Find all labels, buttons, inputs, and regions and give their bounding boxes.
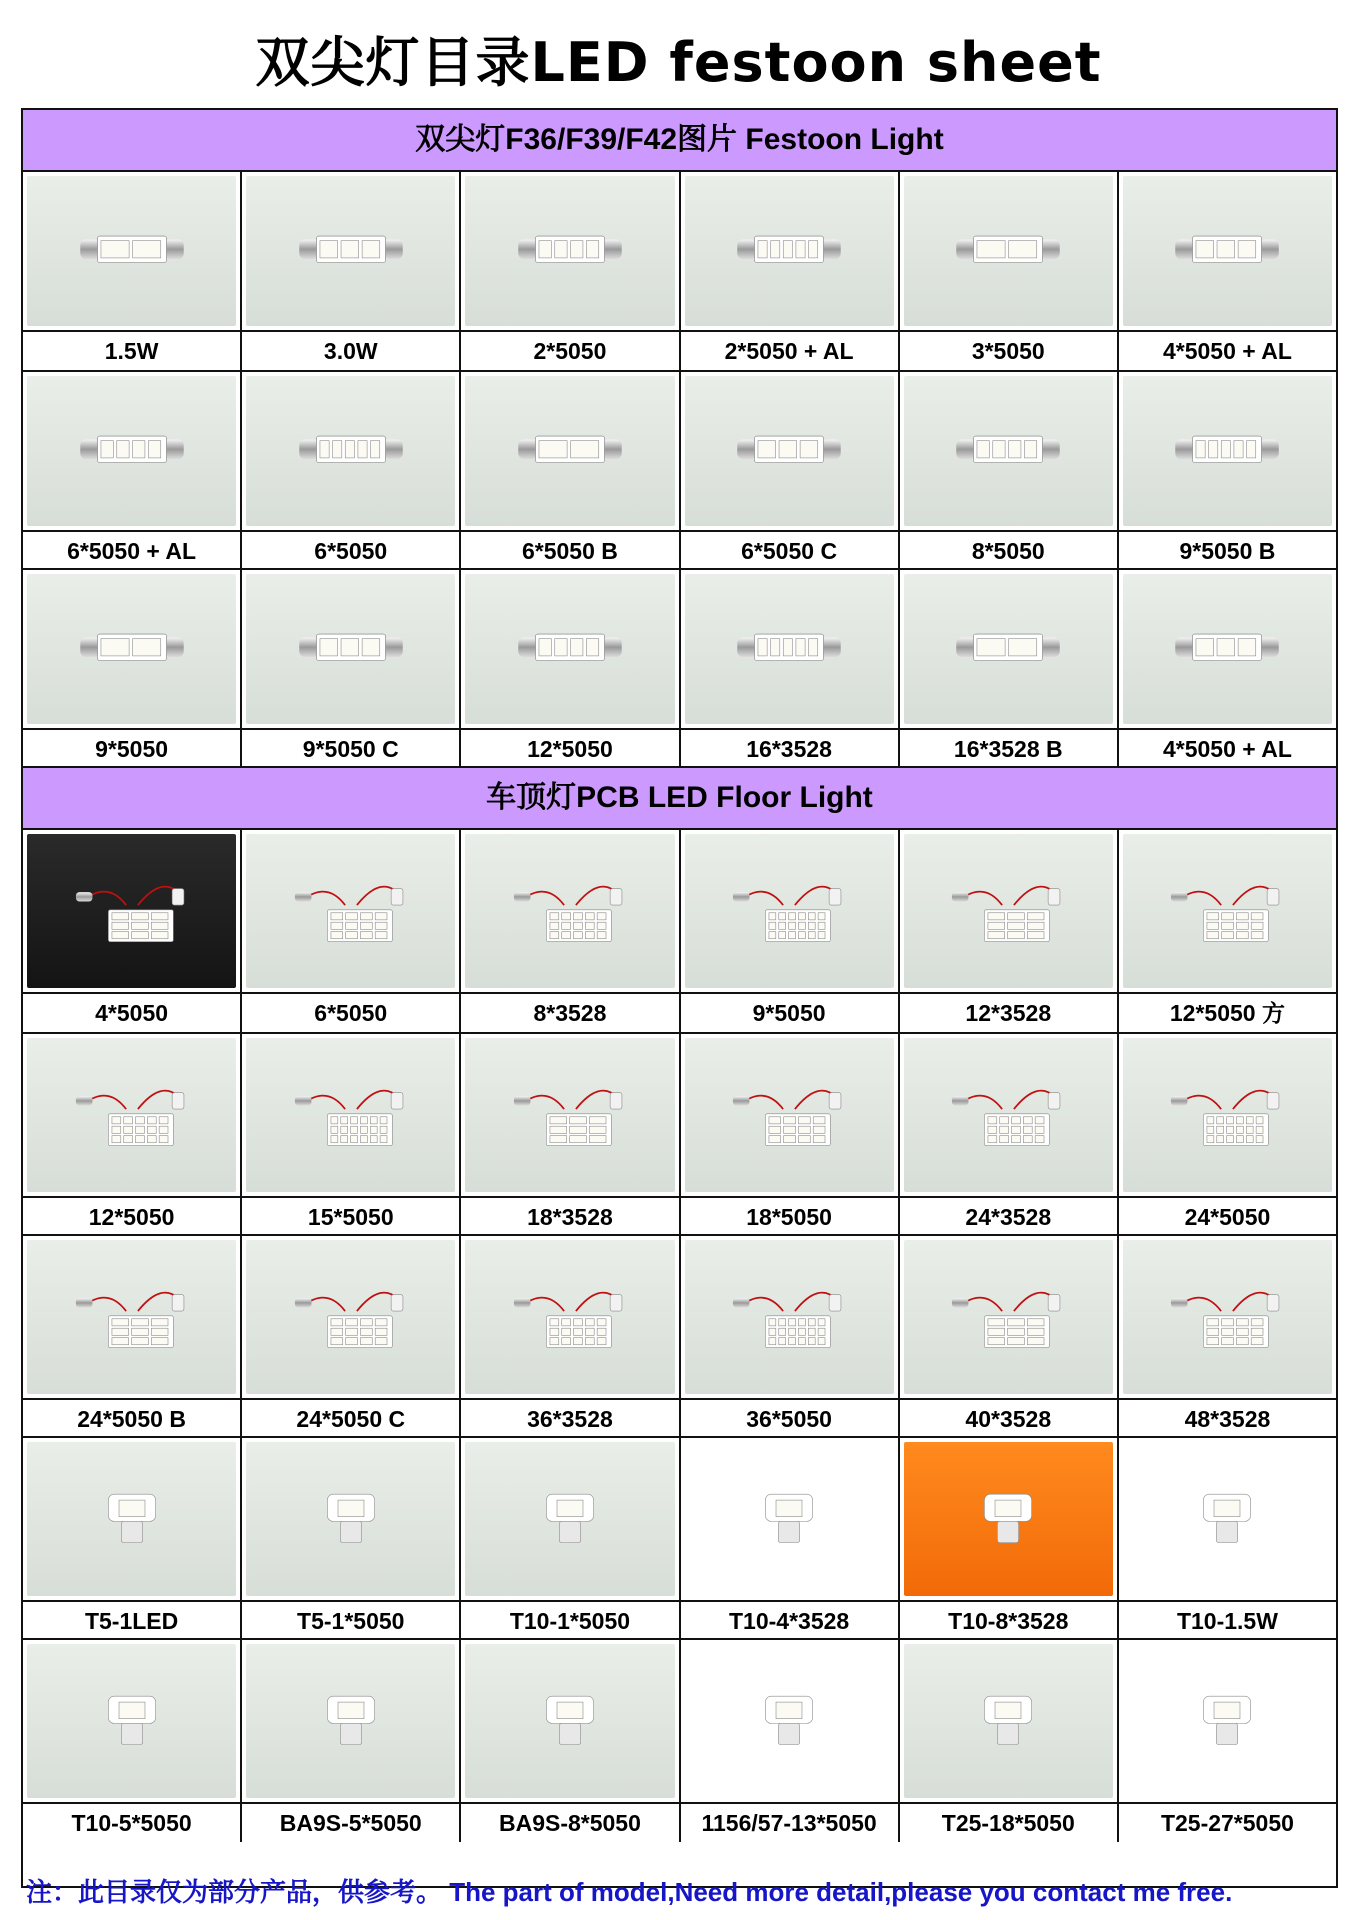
festoon-bulb-image bbox=[943, 417, 1073, 486]
product-photo bbox=[1123, 376, 1332, 526]
led-panel-image bbox=[943, 876, 1073, 947]
product-photo bbox=[904, 574, 1113, 724]
festoon-bulb-image bbox=[67, 615, 197, 684]
product-label: 40*3528 bbox=[900, 1398, 1117, 1438]
led-panel-image bbox=[286, 1080, 416, 1151]
led-panel-image bbox=[1163, 1484, 1293, 1555]
product-label: 3*5050 bbox=[900, 330, 1117, 370]
product-label: T10-4*3528 bbox=[681, 1600, 898, 1640]
led-panel-image bbox=[286, 1282, 416, 1353]
product-label: 48*3528 bbox=[1119, 1398, 1336, 1438]
led-panel-image bbox=[724, 1484, 854, 1555]
product-photo bbox=[27, 1240, 236, 1394]
product-photo bbox=[246, 1240, 455, 1394]
product-photo bbox=[246, 1644, 455, 1798]
festoon-row bbox=[23, 568, 1336, 768]
led-panel-image bbox=[286, 1484, 416, 1555]
product-label: 4*5050 + AL bbox=[1119, 330, 1336, 370]
product-label: 24*5050 B bbox=[23, 1398, 240, 1438]
product-label: 9*5050 B bbox=[1119, 530, 1336, 570]
product-label: 18*3528 bbox=[461, 1196, 678, 1236]
product-photo bbox=[246, 574, 455, 724]
led-panel-image bbox=[286, 1686, 416, 1757]
product-cell bbox=[242, 372, 461, 570]
product-label: 15*5050 bbox=[242, 1196, 459, 1236]
product-label: 2*5050 + AL bbox=[681, 330, 898, 370]
led-panel-image bbox=[943, 1282, 1073, 1353]
product-label: T10-8*3528 bbox=[900, 1600, 1117, 1640]
floor-row bbox=[23, 1032, 1336, 1236]
product-cell bbox=[1119, 1438, 1336, 1640]
led-panel-image bbox=[943, 1686, 1073, 1757]
product-label: 16*3528 B bbox=[900, 728, 1117, 768]
product-cell bbox=[23, 1034, 242, 1236]
product-photo bbox=[904, 1644, 1113, 1798]
product-photo bbox=[465, 1240, 674, 1394]
product-cell bbox=[900, 830, 1119, 1032]
led-panel-image bbox=[67, 1282, 197, 1353]
footnote: 注：此目录仅为部分产品，供参考。 The part of model,Need more detail,please you contact me free. bbox=[26, 1877, 1233, 1907]
product-label: BA9S-5*5050 bbox=[242, 1802, 459, 1842]
product-cell bbox=[900, 1034, 1119, 1236]
festoon-bulb-image bbox=[943, 615, 1073, 684]
product-photo bbox=[1123, 176, 1332, 326]
product-label: 4*5050 + AL bbox=[1119, 728, 1336, 768]
product-photo bbox=[685, 1240, 894, 1394]
festoon-bulb-image bbox=[505, 615, 635, 684]
led-panel-image bbox=[1163, 1282, 1293, 1353]
festoon-bulb-image bbox=[724, 417, 854, 486]
product-label: 1156/57-13*5050 bbox=[681, 1802, 898, 1842]
product-photo bbox=[1123, 1038, 1332, 1192]
product-label: 12*3528 bbox=[900, 992, 1117, 1032]
product-photo bbox=[27, 176, 236, 326]
product-photo bbox=[904, 1442, 1113, 1596]
product-photo bbox=[246, 1038, 455, 1192]
product-label: 18*5050 bbox=[681, 1196, 898, 1236]
festoon-bulb-image bbox=[1163, 417, 1293, 486]
product-photo bbox=[1123, 1442, 1332, 1596]
festoon-bulb-image bbox=[1163, 615, 1293, 684]
product-cell bbox=[1119, 372, 1336, 570]
product-label: 3.0W bbox=[242, 330, 459, 370]
product-photo bbox=[465, 1038, 674, 1192]
product-label: 8*5050 bbox=[900, 530, 1117, 570]
product-photo bbox=[685, 834, 894, 988]
product-photo bbox=[27, 1038, 236, 1192]
led-panel-image bbox=[505, 1080, 635, 1151]
product-cell bbox=[1119, 830, 1336, 1032]
product-photo bbox=[246, 834, 455, 988]
product-cell bbox=[461, 1640, 680, 1842]
product-cell bbox=[900, 1236, 1119, 1438]
product-photo bbox=[904, 376, 1113, 526]
product-cell bbox=[1119, 1236, 1336, 1438]
page-title: 双尖灯目录LED festoon sheet bbox=[255, 31, 1102, 94]
product-label: 36*3528 bbox=[461, 1398, 678, 1438]
product-photo bbox=[246, 176, 455, 326]
product-cell bbox=[681, 1034, 900, 1236]
product-photo bbox=[27, 376, 236, 526]
product-cell bbox=[1119, 1640, 1336, 1842]
product-cell bbox=[242, 172, 461, 370]
led-panel-image bbox=[67, 1484, 197, 1555]
floor-row bbox=[23, 1234, 1336, 1438]
led-panel-image bbox=[943, 1080, 1073, 1151]
product-label: 6*5050 C bbox=[681, 530, 898, 570]
led-panel-image bbox=[67, 876, 197, 947]
product-photo bbox=[685, 1644, 894, 1798]
product-label: 9*5050 bbox=[681, 992, 898, 1032]
product-cell bbox=[242, 570, 461, 768]
product-photo bbox=[27, 1442, 236, 1596]
product-label: 24*3528 bbox=[900, 1196, 1117, 1236]
festoon-bulb-image bbox=[286, 417, 416, 486]
product-label: 24*5050 bbox=[1119, 1196, 1336, 1236]
product-cell bbox=[900, 570, 1119, 768]
product-photo bbox=[904, 176, 1113, 326]
led-panel-image bbox=[67, 1080, 197, 1151]
product-cell bbox=[461, 1236, 680, 1438]
product-label: T25-18*5050 bbox=[900, 1802, 1117, 1842]
festoon-bulb-image bbox=[724, 217, 854, 286]
product-photo bbox=[685, 1442, 894, 1596]
product-cell bbox=[23, 1438, 242, 1640]
product-cell bbox=[900, 172, 1119, 370]
product-cell bbox=[681, 1236, 900, 1438]
led-panel-image bbox=[1163, 1686, 1293, 1757]
product-photo bbox=[465, 1644, 674, 1798]
product-label: 2*5050 bbox=[461, 330, 678, 370]
product-label: 6*5050 bbox=[242, 530, 459, 570]
festoon-row bbox=[23, 172, 1336, 370]
festoon-bulb-image bbox=[724, 615, 854, 684]
product-cell bbox=[461, 830, 680, 1032]
product-photo bbox=[1123, 1240, 1332, 1394]
product-cell bbox=[242, 1438, 461, 1640]
product-cell bbox=[900, 1640, 1119, 1842]
product-photo bbox=[1123, 574, 1332, 724]
product-label: T25-27*5050 bbox=[1119, 1802, 1336, 1842]
product-photo bbox=[465, 574, 674, 724]
led-panel-image bbox=[724, 1080, 854, 1151]
product-label: 6*5050 + AL bbox=[23, 530, 240, 570]
product-cell bbox=[23, 1640, 242, 1842]
festoon-bulb-image bbox=[505, 217, 635, 286]
led-panel-image bbox=[724, 876, 854, 947]
product-label: 9*5050 bbox=[23, 728, 240, 768]
catalog-table bbox=[21, 108, 1338, 1888]
product-cell bbox=[242, 1640, 461, 1842]
product-label: 6*5050 bbox=[242, 992, 459, 1032]
product-label: T10-1.5W bbox=[1119, 1600, 1336, 1640]
festoon-bulb-image bbox=[943, 217, 1073, 286]
product-label: 4*5050 bbox=[23, 992, 240, 1032]
product-label: T10-5*5050 bbox=[23, 1802, 240, 1842]
product-label: 24*5050 C bbox=[242, 1398, 459, 1438]
product-cell bbox=[900, 372, 1119, 570]
product-label: 36*5050 bbox=[681, 1398, 898, 1438]
product-cell bbox=[681, 1438, 900, 1640]
led-panel-image bbox=[724, 1686, 854, 1757]
product-cell bbox=[900, 1438, 1119, 1640]
led-panel-image bbox=[1163, 1080, 1293, 1151]
led-panel-image bbox=[505, 1282, 635, 1353]
led-panel-image bbox=[505, 1686, 635, 1757]
product-photo bbox=[465, 1442, 674, 1596]
product-photo bbox=[904, 1240, 1113, 1394]
led-panel-image bbox=[67, 1686, 197, 1757]
product-photo bbox=[246, 1442, 455, 1596]
product-label: 16*3528 bbox=[681, 728, 898, 768]
product-photo bbox=[685, 1038, 894, 1192]
product-cell bbox=[681, 1640, 900, 1842]
festoon-bulb-image bbox=[67, 417, 197, 486]
product-label: 9*5050 C bbox=[242, 728, 459, 768]
product-photo bbox=[27, 834, 236, 988]
festoon-bulb-image bbox=[67, 217, 197, 286]
product-photo bbox=[27, 1644, 236, 1798]
product-cell bbox=[1119, 570, 1336, 768]
product-label: T5-1*5050 bbox=[242, 1600, 459, 1640]
product-photo bbox=[465, 376, 674, 526]
product-cell bbox=[1119, 172, 1336, 370]
product-label: BA9S-8*5050 bbox=[461, 1802, 678, 1842]
product-photo bbox=[685, 574, 894, 724]
floor-row bbox=[23, 1436, 1336, 1640]
product-label: 12*5050 bbox=[461, 728, 678, 768]
product-cell bbox=[23, 570, 242, 768]
festoon-bulb-image bbox=[505, 417, 635, 486]
festoon-bulb-image bbox=[286, 615, 416, 684]
product-cell bbox=[1119, 1034, 1336, 1236]
product-photo bbox=[1123, 1644, 1332, 1798]
led-panel-image bbox=[505, 876, 635, 947]
festoon-bulb-image bbox=[1163, 217, 1293, 286]
product-label: 12*5050 bbox=[23, 1196, 240, 1236]
product-cell bbox=[23, 372, 242, 570]
product-label: 12*5050 方 bbox=[1119, 992, 1336, 1032]
product-label: 8*3528 bbox=[461, 992, 678, 1032]
product-photo bbox=[1123, 834, 1332, 988]
product-photo bbox=[465, 176, 674, 326]
product-photo bbox=[465, 834, 674, 988]
led-panel-image bbox=[943, 1484, 1073, 1555]
festoon-section-heading: 双尖灯F36/F39/F42图片 Festoon Light bbox=[23, 110, 1336, 172]
product-cell bbox=[681, 830, 900, 1032]
product-cell bbox=[242, 830, 461, 1032]
product-photo bbox=[27, 574, 236, 724]
product-cell bbox=[681, 570, 900, 768]
product-cell bbox=[23, 1236, 242, 1438]
product-photo bbox=[685, 376, 894, 526]
led-panel-image bbox=[724, 1282, 854, 1353]
floor-section-heading: 车顶灯PCB LED Floor Light bbox=[23, 766, 1336, 830]
product-cell bbox=[461, 1034, 680, 1236]
led-panel-image bbox=[286, 876, 416, 947]
product-label: 6*5050 B bbox=[461, 530, 678, 570]
product-cell bbox=[461, 1438, 680, 1640]
product-cell bbox=[242, 1034, 461, 1236]
product-label: T10-1*5050 bbox=[461, 1600, 678, 1640]
product-cell bbox=[461, 570, 680, 768]
product-cell bbox=[23, 172, 242, 370]
product-photo bbox=[685, 176, 894, 326]
product-cell bbox=[461, 372, 680, 570]
product-label: 1.5W bbox=[23, 330, 240, 370]
product-label: T5-1LED bbox=[23, 1600, 240, 1640]
product-photo bbox=[904, 1038, 1113, 1192]
product-photo bbox=[904, 834, 1113, 988]
product-photo bbox=[246, 376, 455, 526]
floor-row bbox=[23, 830, 1336, 1032]
led-panel-image bbox=[1163, 876, 1293, 947]
festoon-row bbox=[23, 370, 1336, 570]
led-panel-image bbox=[505, 1484, 635, 1555]
product-cell bbox=[242, 1236, 461, 1438]
product-cell bbox=[681, 372, 900, 570]
floor-row bbox=[23, 1638, 1336, 1842]
product-cell bbox=[681, 172, 900, 370]
festoon-bulb-image bbox=[286, 217, 416, 286]
product-cell bbox=[23, 830, 242, 1032]
product-cell bbox=[461, 172, 680, 370]
